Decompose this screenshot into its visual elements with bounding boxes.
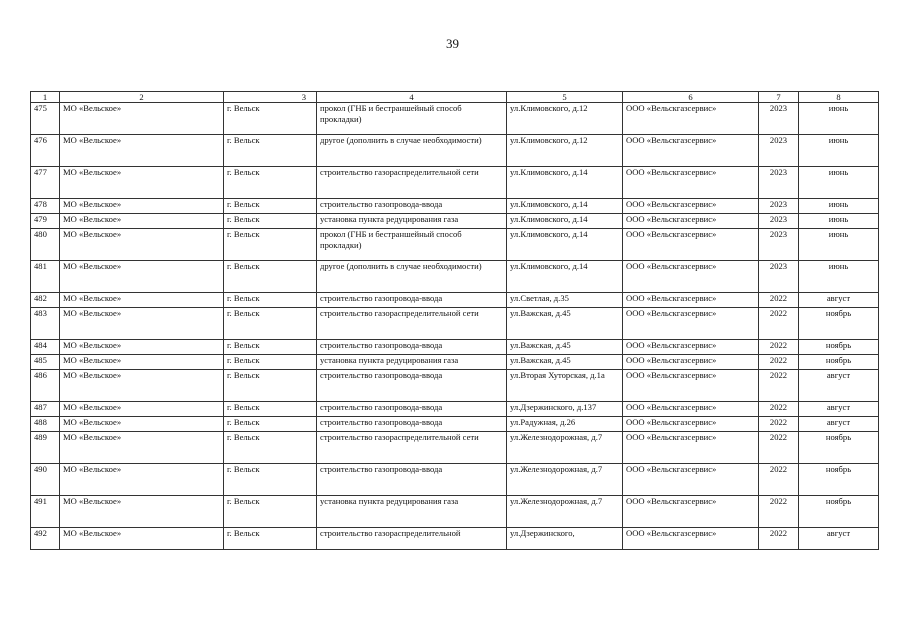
month-cell: июнь: [799, 214, 879, 229]
municipality-cell: МО «Вельское»: [60, 355, 224, 370]
row-number-cell: 488: [31, 417, 60, 432]
municipality-cell: МО «Вельское»: [60, 464, 224, 496]
settlement-cell: г. Вельск: [224, 214, 317, 229]
address-cell: ул.Дзержинского,: [507, 528, 623, 550]
work-type-cell: строительство газопровода-ввода: [317, 464, 507, 496]
municipality-cell: МО «Вельское»: [60, 103, 224, 135]
year-cell: 2022: [759, 464, 799, 496]
table-row: [31, 199, 879, 214]
address-cell: ул.Светлая, д.35: [507, 293, 623, 308]
year-cell: 2023: [759, 199, 799, 214]
settlement-cell: г. Вельск: [224, 229, 317, 261]
municipality-cell: МО «Вельское»: [60, 135, 224, 167]
month-cell: июнь: [799, 199, 879, 214]
work-type-cell: строительство газопровода-ввода: [317, 417, 507, 432]
organization-cell: ООО «Вельскгазсервис»: [623, 293, 759, 308]
year-cell: 2023: [759, 214, 799, 229]
work-type-cell: прокол (ГНБ и бестраншейный способ прокладки): [317, 103, 507, 135]
table-row: [31, 432, 879, 464]
year-cell: 2022: [759, 402, 799, 417]
work-type-cell: другое (дополнить в случае необходимости): [317, 135, 507, 167]
work-type-cell: строительство газопровода-ввода: [317, 199, 507, 214]
work-type-cell: строительство газопровода-ввода: [317, 340, 507, 355]
month-cell: июнь: [799, 261, 879, 293]
year-cell: 2022: [759, 432, 799, 464]
address-cell: ул.Климовского, д.12: [507, 103, 623, 135]
year-cell: 2022: [759, 528, 799, 550]
month-cell: ноябрь: [799, 464, 879, 496]
row-number-cell: 478: [31, 199, 60, 214]
table-row: [31, 464, 879, 496]
table-row: [31, 496, 879, 528]
organization-cell: ООО «Вельскгазсервис»: [623, 261, 759, 293]
row-number-cell: 486: [31, 370, 60, 402]
address-cell: ул.Климовского, д.14: [507, 167, 623, 199]
organization-cell: ООО «Вельскгазсервис»: [623, 417, 759, 432]
municipality-cell: МО «Вельское»: [60, 528, 224, 550]
column-header: 8: [799, 92, 879, 103]
address-cell: ул.Железнодорожная, д.7: [507, 464, 623, 496]
municipality-cell: МО «Вельское»: [60, 308, 224, 340]
row-number-cell: 477: [31, 167, 60, 199]
row-number-cell: 490: [31, 464, 60, 496]
organization-cell: ООО «Вельскгазсервис»: [623, 229, 759, 261]
work-type-cell: строительство газораспределительной сети: [317, 167, 507, 199]
year-cell: 2022: [759, 496, 799, 528]
month-cell: июнь: [799, 167, 879, 199]
work-type-cell: строительство газораспределительной сети: [317, 308, 507, 340]
municipality-cell: МО «Вельское»: [60, 496, 224, 528]
year-cell: 2023: [759, 229, 799, 261]
month-cell: август: [799, 293, 879, 308]
organization-cell: ООО «Вельскгазсервис»: [623, 355, 759, 370]
address-cell: ул.Важская, д.45: [507, 355, 623, 370]
work-type-cell: установка пункта редуцирования газа: [317, 214, 507, 229]
month-cell: ноябрь: [799, 432, 879, 464]
page-number: 39: [446, 36, 459, 51]
row-number-cell: 487: [31, 402, 60, 417]
settlement-cell: г. Вельск: [224, 293, 317, 308]
year-cell: 2023: [759, 135, 799, 167]
row-number-cell: 489: [31, 432, 60, 464]
year-cell: 2022: [759, 340, 799, 355]
address-cell: ул.Климовского, д.14: [507, 199, 623, 214]
settlement-cell: г. Вельск: [224, 370, 317, 402]
table-row: [31, 370, 879, 402]
settlement-cell: г. Вельск: [224, 496, 317, 528]
municipality-cell: МО «Вельское»: [60, 293, 224, 308]
row-number-cell: 491: [31, 496, 60, 528]
table-row: [31, 103, 879, 135]
row-number-cell: 485: [31, 355, 60, 370]
month-cell: июнь: [799, 135, 879, 167]
organization-cell: ООО «Вельскгазсервис»: [623, 464, 759, 496]
organization-cell: ООО «Вельскгазсервис»: [623, 370, 759, 402]
municipality-cell: МО «Вельское»: [60, 370, 224, 402]
year-cell: 2022: [759, 293, 799, 308]
month-cell: ноябрь: [799, 340, 879, 355]
table-row: [31, 355, 879, 370]
column-header: 2: [60, 92, 224, 103]
settlement-cell: г. Вельск: [224, 432, 317, 464]
municipality-cell: МО «Вельское»: [60, 402, 224, 417]
municipality-cell: МО «Вельское»: [60, 261, 224, 293]
column-header: 4: [317, 92, 507, 103]
year-cell: 2022: [759, 417, 799, 432]
row-number-cell: 476: [31, 135, 60, 167]
address-cell: ул.Железнодорожная, д.7: [507, 432, 623, 464]
municipality-cell: МО «Вельское»: [60, 167, 224, 199]
table-row: [31, 402, 879, 417]
month-cell: август: [799, 370, 879, 402]
address-cell: ул.Климовского, д.14: [507, 229, 623, 261]
table-body: [31, 103, 879, 550]
month-cell: июнь: [799, 229, 879, 261]
address-cell: ул.Вторая Хуторская, д.1а: [507, 370, 623, 402]
settlement-cell: г. Вельск: [224, 135, 317, 167]
table-row: [31, 340, 879, 355]
address-cell: ул.Дзержинского, д.137: [507, 402, 623, 417]
table-row: [31, 261, 879, 293]
column-header: 5: [507, 92, 623, 103]
month-cell: август: [799, 528, 879, 550]
year-cell: 2023: [759, 167, 799, 199]
address-cell: ул.Климовского, д.12: [507, 135, 623, 167]
row-number-cell: 492: [31, 528, 60, 550]
settlement-cell: г. Вельск: [224, 355, 317, 370]
municipality-cell: МО «Вельское»: [60, 432, 224, 464]
month-cell: август: [799, 417, 879, 432]
row-number-cell: 481: [31, 261, 60, 293]
settlement-cell: г. Вельск: [224, 103, 317, 135]
settlement-cell: г. Вельск: [224, 528, 317, 550]
municipality-cell: МО «Вельское»: [60, 340, 224, 355]
address-cell: ул.Климовского, д.14: [507, 261, 623, 293]
work-type-cell: строительство газопровода-ввода: [317, 293, 507, 308]
work-type-cell: строительство газопровода-ввода: [317, 370, 507, 402]
header-row: [31, 92, 879, 103]
municipality-cell: МО «Вельское»: [60, 214, 224, 229]
organization-cell: ООО «Вельскгазсервис»: [623, 103, 759, 135]
column-header: 6: [623, 92, 759, 103]
organization-cell: ООО «Вельскгазсервис»: [623, 340, 759, 355]
year-cell: 2022: [759, 308, 799, 340]
work-type-cell: другое (дополнить в случае необходимости): [317, 261, 507, 293]
table-row: [31, 167, 879, 199]
year-cell: 2023: [759, 103, 799, 135]
row-number-cell: 475: [31, 103, 60, 135]
settlement-cell: г. Вельск: [224, 464, 317, 496]
organization-cell: ООО «Вельскгазсервис»: [623, 496, 759, 528]
row-number-cell: 484: [31, 340, 60, 355]
address-cell: ул.Климовского, д.14: [507, 214, 623, 229]
table-row: [31, 229, 879, 261]
work-type-cell: строительство газораспределительной сети: [317, 432, 507, 464]
organization-cell: ООО «Вельскгазсервис»: [623, 528, 759, 550]
settlement-cell: г. Вельск: [224, 308, 317, 340]
work-type-cell: установка пункта редуцирования газа: [317, 355, 507, 370]
address-cell: ул.Важская, д.45: [507, 340, 623, 355]
settlement-cell: г. Вельск: [224, 417, 317, 432]
organization-cell: ООО «Вельскгазсервис»: [623, 135, 759, 167]
month-cell: август: [799, 402, 879, 417]
address-cell: ул.Радужная, д.26: [507, 417, 623, 432]
table-row: [31, 214, 879, 229]
municipality-cell: МО «Вельское»: [60, 229, 224, 261]
month-cell: июнь: [799, 103, 879, 135]
table-row: [31, 528, 879, 550]
address-cell: ул.Важская, д.45: [507, 308, 623, 340]
settlement-cell: г. Вельск: [224, 167, 317, 199]
work-type-cell: установка пункта редуцирования газа: [317, 496, 507, 528]
row-number-cell: 482: [31, 293, 60, 308]
organization-cell: ООО «Вельскгазсервис»: [623, 402, 759, 417]
table-row: [31, 293, 879, 308]
work-type-cell: прокол (ГНБ и бестраншейный способ прокладки): [317, 229, 507, 261]
month-cell: ноябрь: [799, 308, 879, 340]
column-header: 7: [759, 92, 799, 103]
address-cell: ул.Железнодорожная, д.7: [507, 496, 623, 528]
work-type-cell: строительство газораспределительной: [317, 528, 507, 550]
year-cell: 2022: [759, 370, 799, 402]
row-number-cell: 483: [31, 308, 60, 340]
settlement-cell: г. Вельск: [224, 261, 317, 293]
row-number-cell: 479: [31, 214, 60, 229]
year-cell: 2023: [759, 261, 799, 293]
table-row: [31, 135, 879, 167]
column-header: 3: [224, 92, 317, 103]
organization-cell: ООО «Вельскгазсервис»: [623, 432, 759, 464]
organization-cell: ООО «Вельскгазсервис»: [623, 199, 759, 214]
settlement-cell: г. Вельск: [224, 402, 317, 417]
month-cell: ноябрь: [799, 355, 879, 370]
row-number-cell: 480: [31, 229, 60, 261]
municipality-cell: МО «Вельское»: [60, 199, 224, 214]
works-table: [30, 91, 879, 550]
settlement-cell: г. Вельск: [224, 199, 317, 214]
organization-cell: ООО «Вельскгазсервис»: [623, 214, 759, 229]
organization-cell: ООО «Вельскгазсервис»: [623, 308, 759, 340]
year-cell: 2022: [759, 355, 799, 370]
work-type-cell: строительство газопровода-ввода: [317, 402, 507, 417]
month-cell: ноябрь: [799, 496, 879, 528]
organization-cell: ООО «Вельскгазсервис»: [623, 167, 759, 199]
table-row: [31, 308, 879, 340]
municipality-cell: МО «Вельское»: [60, 417, 224, 432]
settlement-cell: г. Вельск: [224, 340, 317, 355]
table-row: [31, 417, 879, 432]
column-header: 1: [31, 92, 60, 103]
